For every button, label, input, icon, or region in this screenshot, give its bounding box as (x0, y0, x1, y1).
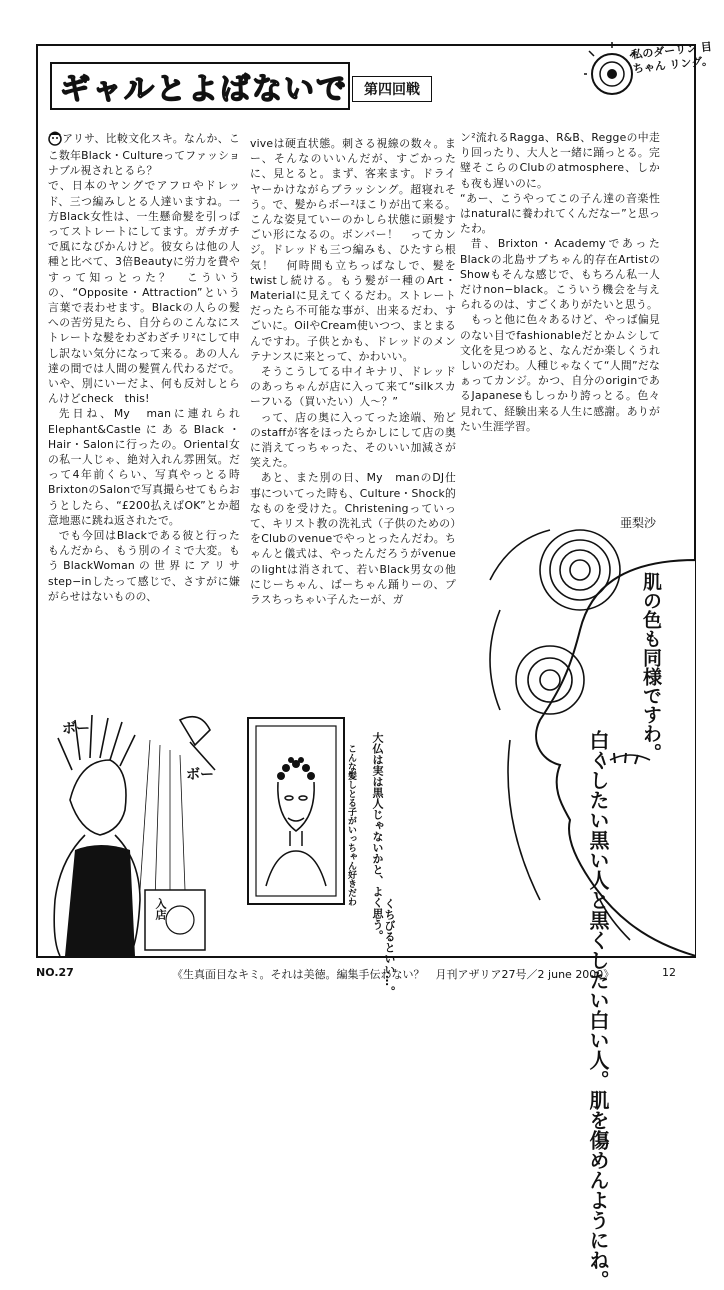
portrait-note-2: くちびるといい…。 (383, 898, 396, 997)
paragraph: ン²流れるRagga、R&B、Reggeの中走り回ったり、大人と一緒に踊っとる。完璧そこらのClubのatmosphere、しかも夜も遅いのに。 (460, 131, 660, 190)
page-number: 12 (662, 966, 676, 979)
bo-sound-right: ボー (186, 767, 214, 783)
paragraph: で、日本のヤングでアフロやドレッド、三つ編みしとる人達いますね。一方Black女性は、一生懸命髪を引っぱってストレートにしてます。ガチガチで風になびかんけど。彼女らは他の人種と比べて、3倍Beautyに労力を費やすって知っとった？ こういうの、“Opposite・Attraction”という言葉で表わせます。Blackの人らの髪への苦労見たら、自分らのこんなにストレートな髪をわざわざチリ²にして申し訳ない気分になって来る。あの人ん達の間では人間の髪質ん代わるだで。いや、別にいーだよ、何も反対しとらんけどcheck this! (48, 179, 240, 406)
paragraph: 先日ね、My manに連れられElephant&CastleにあるBlack・Hair・Salonに行ったの。Oriental女の私一人じゃ、絶対入れん雰囲気。だって4年前くらい、写真やっとる時BrixtonのSalonで写真撮らせてもらおうとしたら、“£200払えばOK”とか超意地悪に跳ね返されたで。 (48, 407, 240, 527)
bo-sound-left: ボー (62, 721, 90, 737)
face-caption-top: 肌の色も同様ですわ。 (640, 572, 662, 762)
portrait-frame-illustration (246, 716, 346, 906)
issue-number: NO.27 (36, 966, 74, 979)
article-column-3 (460, 130, 660, 434)
portrait-side-note: こんな髪しとる子がいっちゃん好きだわ (346, 744, 356, 906)
paragraph: アリサ、比較文化スキ。なんか、ここ数年Black・Cultureってファッショナブル視されとるら？ (48, 132, 240, 178)
paragraph: でも今回はBlackである彼と行ったもんだから、もう別のイミで大変。もうBlackWomanの世界にアリサstep−inしたって感じで、さすがに嫌がらせはないものの、 (48, 529, 240, 603)
paragraph: viveは硬直状態。刺さる視線の数々。まー、そんなのいいんだが、すごかったに、見とると。まず、客来ます。ドライヤーかけながらブラッシング。超寝れそう。で、髪からボー²ほこりが出て来る。こんな姿見ていーのかしら状態に頭髪すごい形になるの。ボンバー！ ってカンジ。ドレッドも三つ編みも、ひたすら根気！ 何時間も立ちっぱなしで、髪をtwistし続ける。もう髪が一種のArt・Materialに見えてくるだわ。ストレートだったら不可能な事が、出来るだわ、すごいに。OilやCream使いつつ、まとまるんですわ。子供とかも、ドレッドのメンテナンスに来とって、かわいい。 (250, 137, 456, 363)
article-column-1 (48, 130, 240, 604)
author-signature: 亜梨沙 (620, 516, 657, 530)
paragraph: “あー、こうやってこの子ん達の音楽性はnaturalに養われてくんだなー”と思ったわ。 (460, 191, 660, 236)
title-banner (50, 62, 350, 110)
face-caption-bottom: 白くしたい黒い人と黒くしたい白い人。肌を傷めんようにね。 (586, 730, 610, 1290)
footer-tagline: 《生真面目なキミ。それは美徳。編集手伝わない？ 月刊アザリア27号／2 june 2000》 (172, 968, 615, 981)
article-column-2 (250, 136, 456, 607)
paragraph: そうこうしてる中イキナリ、ドレッドのあっちゃんが店に入って来て“silkスカーフいる（買いたい）人〜？” (250, 365, 456, 409)
hair-dryer-illustration (40, 700, 240, 956)
paragraph: 昔、Brixton・AcademyであったBlackの北島サブちゃん的存在ArtistのShowもそんな感じで、もちろん私一人だけnon−black。こういう機会を与えられるのは、すごくありがたいと思う。 (460, 237, 660, 312)
author-face-icon (48, 130, 62, 148)
corner-logo-text: 私のダーリン 目ちゃん リング。 (630, 40, 714, 76)
shop-sign: 入店 (154, 898, 167, 920)
portrait-note: 大仏は実は黒人じゃないかと、よく思う。 (371, 732, 384, 941)
paragraph: って、店の奥に入ってった途端、殆どのstaffが客をほったらかしにして店の奥に消えてっちゃった、そのいい加減さが笑えた。 (250, 410, 456, 470)
paragraph: もっと他に色々あるけど、やっぱ偏見のない目でfashionableだとかムシして文化を見つめると、なんだか楽しくうれしいのだわ。人種じゃなくて“人間”だなぁってカンジ。かつ、自分のoriginであるJapaneseもしっかり誇っとる。色々見れて、経験出来る人生に感謝。ありがたい生涯学習。 (460, 313, 660, 433)
page-title: ギャルとよばないで (60, 72, 348, 107)
issue-label: 第四回戦 (352, 76, 432, 102)
paragraph: あと、また別の日、My manのDJ仕事についてった時も、Culture・Shock的なものを受けた。Christeningっていって、キリスト教の洗礼式（子供のための）をClubのvenueでやっとったんだわ。ちゃんと儀式は、やったんだろうがvenueのlightは消されて、若いBlack男女の他にじーちゃん、ばーちゃん踊りーの、プラスちっちゃい子んたーが、ガ (250, 471, 456, 607)
